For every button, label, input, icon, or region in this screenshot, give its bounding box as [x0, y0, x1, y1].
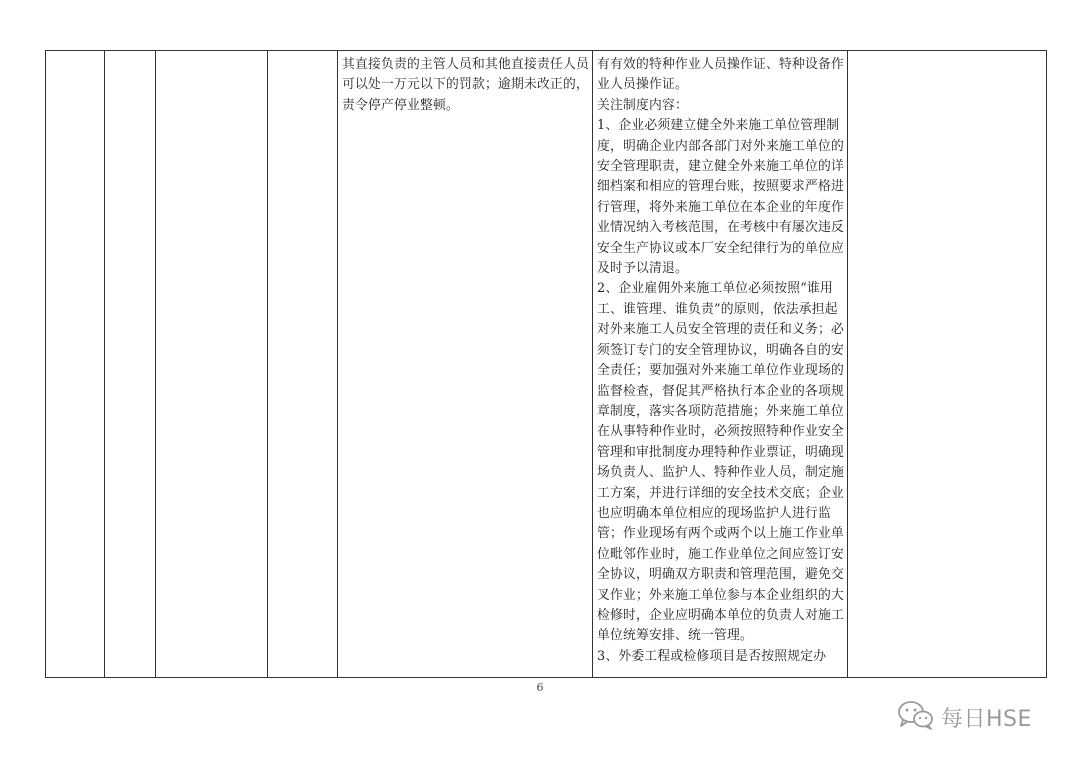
penalty-text: 其直接负责的主管人员和其他直接责任人员可以处一万元以下的罚款；逾期未改正的，责令停产停业整顿。 [342, 57, 589, 113]
table-cell [46, 51, 105, 678]
content-text [593, 51, 847, 667]
penalty-cell [338, 51, 593, 678]
table-cell [848, 51, 1047, 678]
content-paragraph: 2、企业雇佣外来施工单位必须按照“谁用工、谁管理、谁负责”的原则，依法承担起对外来施工人员安全管理的责任和义务；必须签订专门的安全管理协议，明确各自的安全责任；要加强对外来施工单位作业现场的监督检查，督促其严格执行本企业的各项规章制度，落实各项防范措施；外来施工单位在从事特种作业时，必须按照特种作业安全管理和审批制度办理特种作业票证，明确现场负责人、监护人、特种作业人员，制定施工方案，并进行详细的安全技术交底；企业也应明确本单位相应的现场监护人进行监管；作业现场有两个或两个以上施工作业单位毗邻作业时，施工作业单位之间应签订安全协议，明确双方职责和管理范围，避免交叉作业；外来施工单位参与本企业组织的大检修时，企业应明确本单位的负责人对施工单位统筹安排、统一管理。 [597, 281, 844, 644]
watermark [897, 700, 1032, 734]
content-cell [593, 51, 848, 678]
table-cell [156, 51, 268, 678]
table-row [46, 51, 1047, 678]
table-cell [268, 51, 338, 678]
content-paragraph: 3、外委工程或检修项目是否按照规定办 [597, 648, 827, 664]
wechat-icon [897, 700, 935, 734]
content-paragraph: 关注制度内容： [597, 97, 688, 113]
watermark-label: 每日HSE [941, 706, 1032, 732]
table-cell [105, 51, 156, 678]
page-number: 6 [536, 681, 544, 694]
content-paragraph: 有有效的特种作业人员操作证、特种设备作业人员操作证。 [597, 57, 844, 93]
regulation-table [45, 50, 1047, 678]
content-paragraph: 1、企业必须建立健全外来施工单位管理制度，明确企业内部各部门对外来施工单位的安全管理职责，建立健全外来施工单位的详细档案和相应的管理台账，按照要求严格进行管理，将外来施工单位在本企业的年度作业情况纳入考核范围，在考核中有屡次违反安全生产协议或本厂安全纪律行为的单位应及时予以清退。 [597, 118, 844, 277]
